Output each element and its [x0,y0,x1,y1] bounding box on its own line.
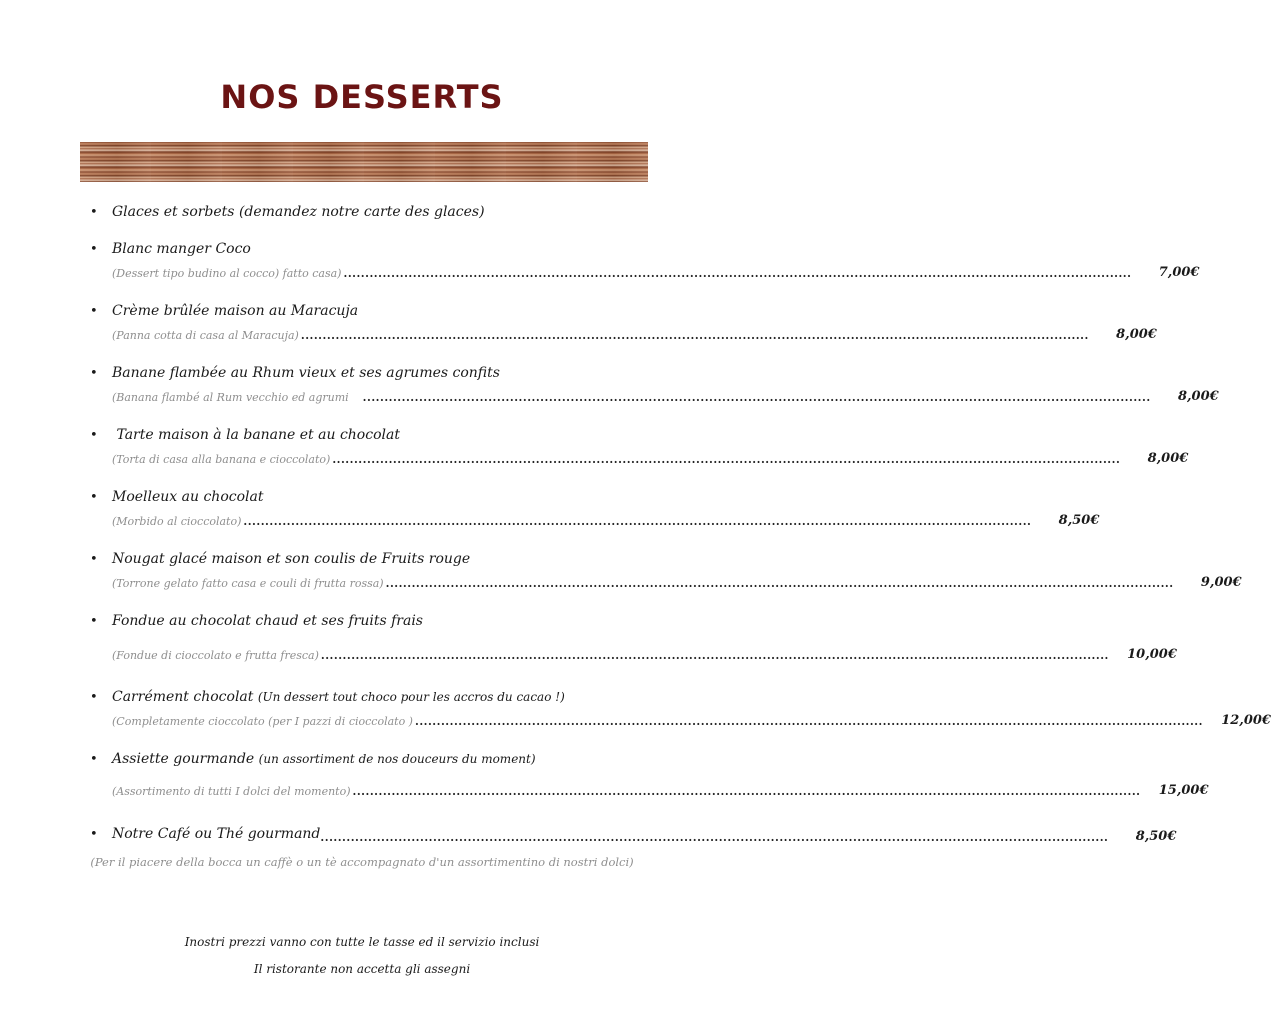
bullet-icon: • [90,752,98,767]
dot-leader: ...................................................................................................................................................................................... [414,715,1203,728]
menu-item [90,612,1177,662]
item-name: Blanc manger Coco [112,241,251,257]
menu-item [90,688,1271,728]
dot-leader: ...................................................................................................................................................................................... [320,649,1109,662]
menu-item [90,550,1242,590]
menu-item [90,240,1200,280]
menu-item [90,750,1209,798]
item-italian-description: (Torta di casa alla banana e cioccolato) [112,453,331,466]
footer-no-cheques-note: Il ristorante non accetta gli assegni [253,962,471,976]
bullet-icon: • [90,304,98,319]
bullet-icon: • [90,690,98,705]
item-price: 10,00€ [1127,647,1177,662]
item-name: Fondue au chocolat chaud et ses fruits frais [112,613,423,629]
item-price: 9,00€ [1200,575,1242,590]
item-name: Moelleux au chocolat [112,489,264,505]
item-name: Crème brûlée maison au Maracuja [112,303,359,319]
menu-item [90,364,1219,404]
item-name: Notre Café ou Thé gourmand [112,826,321,842]
item-french-note: (un assortiment de nos douceurs du moment) [258,752,536,766]
bullet-icon: • [90,242,98,257]
item-name: Carrément chocolat [112,689,254,705]
bullet-icon: • [90,366,98,381]
menu-title: NOS DESSERTS [220,78,504,116]
bullet-icon: • [90,552,98,567]
bullet-icon: • [90,205,98,220]
dot-leader: ...................................................................................................................................................................................... [243,515,1032,528]
footer-taxes-note: Inostri prezzi vanno con tutte le tasse ed il servizio inclusi [184,935,540,949]
item-name: Glaces et sorbets (demandez notre carte des glaces) [112,204,485,220]
dot-leader: ...................................................................................................................................................................................... [300,329,1089,342]
dot-leader: ...................................................................................................................................................................................... [343,267,1132,280]
dot-leader: ...................................................................................................................................................................................... [385,577,1174,590]
item-price: 8,00€ [1177,389,1219,404]
item-name: Banane flambée au Rhum vieux et ses agrumes confits [112,365,500,381]
dot-leader: ...................................................................................................................................................................................... [320,831,1109,844]
item-price: 7,00€ [1158,265,1200,280]
item-italian-description: (Fondue di cioccolato e frutta fresca) [112,649,319,662]
bullet-icon: • [90,827,98,842]
bullet-icon: • [90,614,98,629]
menu-item [90,302,1157,342]
dot-leader: ...................................................................................................................................................................................... [352,785,1141,798]
item-italian-description: (Panna cotta di casa al Maracuja) [112,329,299,342]
decorative-wood-banner [80,142,648,182]
item-italian-description: (Banana flambé al Rum vecchio ed agrumi [112,391,349,404]
item-italian-description: (Dessert tipo budino al cocco) fatto casa) [112,267,342,280]
menu-item [90,426,1189,466]
item-price: 15,00€ [1158,783,1209,798]
item-italian-description: (Torrone gelato fatto casa e couli di frutta rossa) [112,577,384,590]
item-price: 8,00€ [1147,451,1189,466]
menu-item [90,488,1100,528]
item-name: Nougat glacé maison et son coulis de Fruits rouge [112,551,471,567]
dot-leader: ...................................................................................................................................................................................... [362,391,1151,404]
item-name: Assiette gourmande [112,751,255,767]
bullet-icon: • [90,428,98,443]
bullet-icon: • [90,490,98,505]
item-italian-description: (Assortimento di tutti I dolci del momento) [112,785,351,798]
item-name: Tarte maison à la banane et au chocolat [112,427,400,443]
item-price: 8,50€ [1058,513,1100,528]
item-italian-description: (Completamente cioccolato (per I pazzi di cioccolato ) [112,715,413,728]
menu-item [90,203,630,222]
item-italian-description: (Morbido al cioccolato) [112,515,242,528]
item-price: 8,50€ [1135,829,1177,844]
item-french-note: (Un dessert tout choco pour les accros du cacao !) [257,690,565,704]
item-price: 12,00€ [1221,713,1271,728]
item-price: 8,00€ [1116,327,1157,342]
cafe-gourmand-description: (Per il piacere della bocca un caffè o un tè accompagnato d'un assortimentino di nostri dolci) [90,855,634,869]
dot-leader: ...................................................................................................................................................................................... [332,453,1121,466]
